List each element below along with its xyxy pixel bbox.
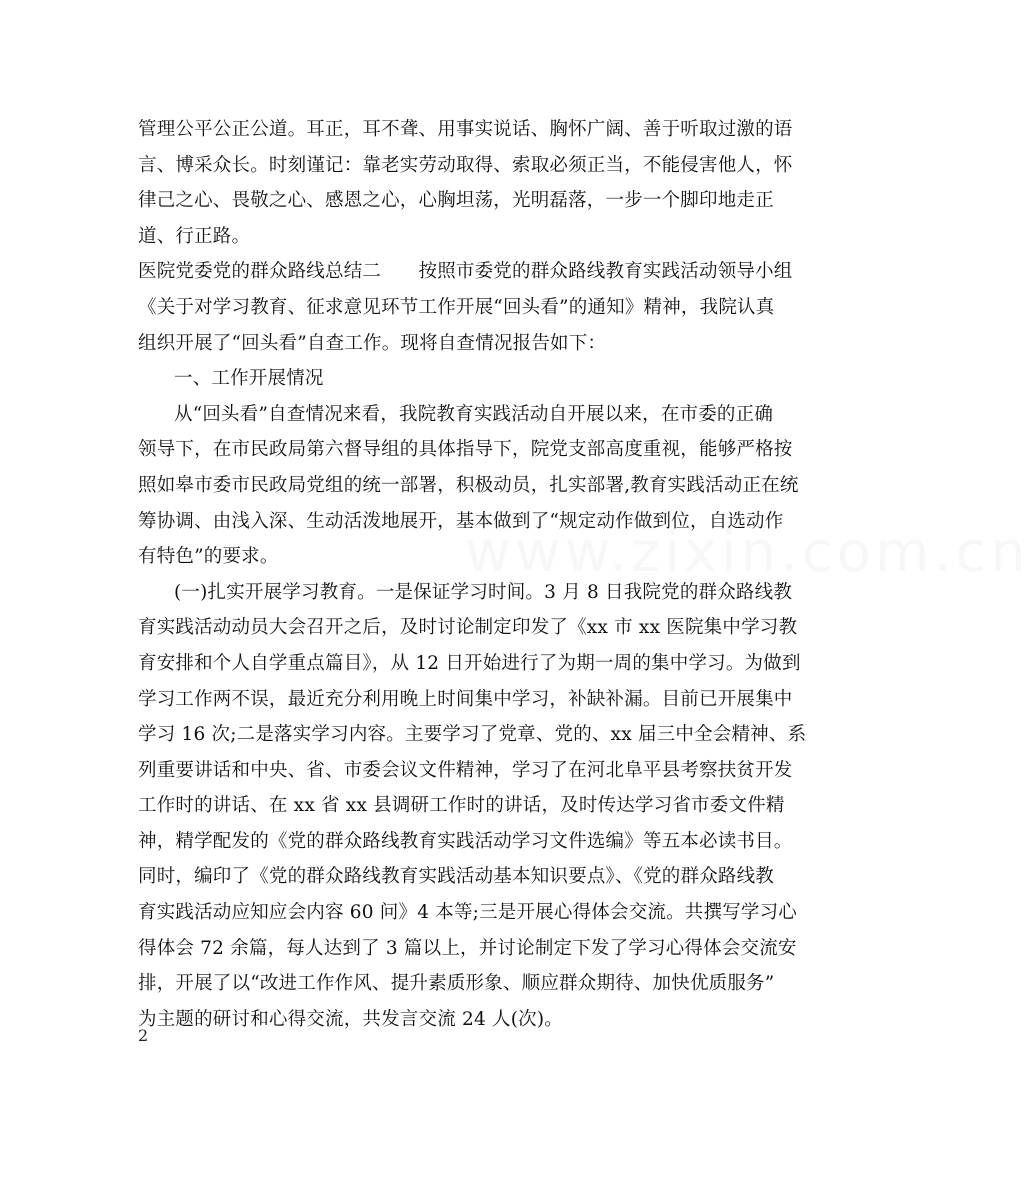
text-line: 为主题的研讨和心得交流，共发言交流 24 人(次)。 <box>138 1008 563 1030</box>
text-line: 组织开展了“回头看”自查工作。现将自查情况报告如下： <box>138 332 607 354</box>
text-line: 有特色”的要求。 <box>138 546 279 568</box>
text-line: (一)扎实开展学习教育。一是保证学习时间。3 月 8 日我院党的群众路线教 <box>174 581 793 603</box>
text-line: 言、博采众长。时刻谨记：靠老实劳动取得、索取必须正当，不能侵害他人，怀 <box>138 154 793 176</box>
text-line: 神，精学配发的《党的群众路线教育实践活动学习文件选编》等五本必读书目。 <box>138 830 793 852</box>
text-line: 得体会 72 余篇，每人达到了 3 篇以上，并讨论制定下发了学习心得体会交流安 <box>138 937 797 959</box>
text-line: 从“回头看”自查情况来看，我院教育实践活动自开展以来，在市委的正确 <box>174 403 774 425</box>
text-line: 育安排和个人自学重点篇目》，从 12 日开始进行了为期一周的集中学习。为做到 <box>138 652 801 674</box>
text-line: 列重要讲话和中央、省、市委会议文件精神，学习了在河北阜平县考察扶贫开发 <box>138 759 793 781</box>
text-line: 道、行正路。 <box>138 225 251 247</box>
page-number: 2 <box>138 1026 149 1045</box>
watermark: www.zixin.com.cn <box>465 520 1030 585</box>
text-line: 同时，编印了《党的群众路线教育实践活动基本知识要点》、《党的群众路线教 <box>138 866 775 888</box>
text-line: 工作时的讲话、在 xx 省 xx 县调研工作时的讲话，及时传达学习省市委文件精 <box>138 795 785 817</box>
text-line: 育实践活动动员大会召开之后，及时讨论制定印发了《xx 市 xx 医院集中学习教 <box>138 617 798 639</box>
text-line: 管理公平公正公道。耳正，耳不聋、用事实说话、胸怀广阔、善于听取过激的语 <box>138 119 793 140</box>
text-line: 育实践活动应知应会内容 60 问》4 本等;三是开展心得体会交流。共撰写学习心 <box>138 902 797 924</box>
body-text <box>138 112 807 1037</box>
text-line: 筹协调、由浅入深、生动活泼地展开，基本做到了“规定动作做到位，自选动作 <box>138 510 784 532</box>
text-line: 律己之心、畏敬之心、感恩之心，心胸坦荡，光明磊落，一步一个脚印地走正 <box>138 190 774 212</box>
section-heading-line: 医院党委党的群众路线总结二 按照市委党的群众路线教育实践活动领导小组 <box>138 261 793 283</box>
text-line: 照如皋市委市民政局党组的统一部署，积极动员，扎实部署,教育实践活动正在统 <box>138 474 799 496</box>
subheading-line: 一、工作开展情况 <box>174 368 324 390</box>
text-line: 排，开展了以“改进工作作风、提升素质形象、顺应群众期待、加快优质服务” <box>138 973 775 995</box>
text-line: 学习工作两不误，最近充分利用晚上时间集中学习，补缺补漏。目前已开展集中 <box>138 688 793 710</box>
text-line: 领导下，在市民政局第六督导组的具体指导下，院党支部高度重视，能够严格按 <box>138 439 793 461</box>
text-line: 《关于对学习教育、征求意见环节工作开展“回头看”的通知》精神，我院认真 <box>138 296 775 318</box>
text-line: 学习 16 次;二是落实学习内容。主要学习了党章、党的、xx 届三中全会精神、系 <box>138 724 807 746</box>
